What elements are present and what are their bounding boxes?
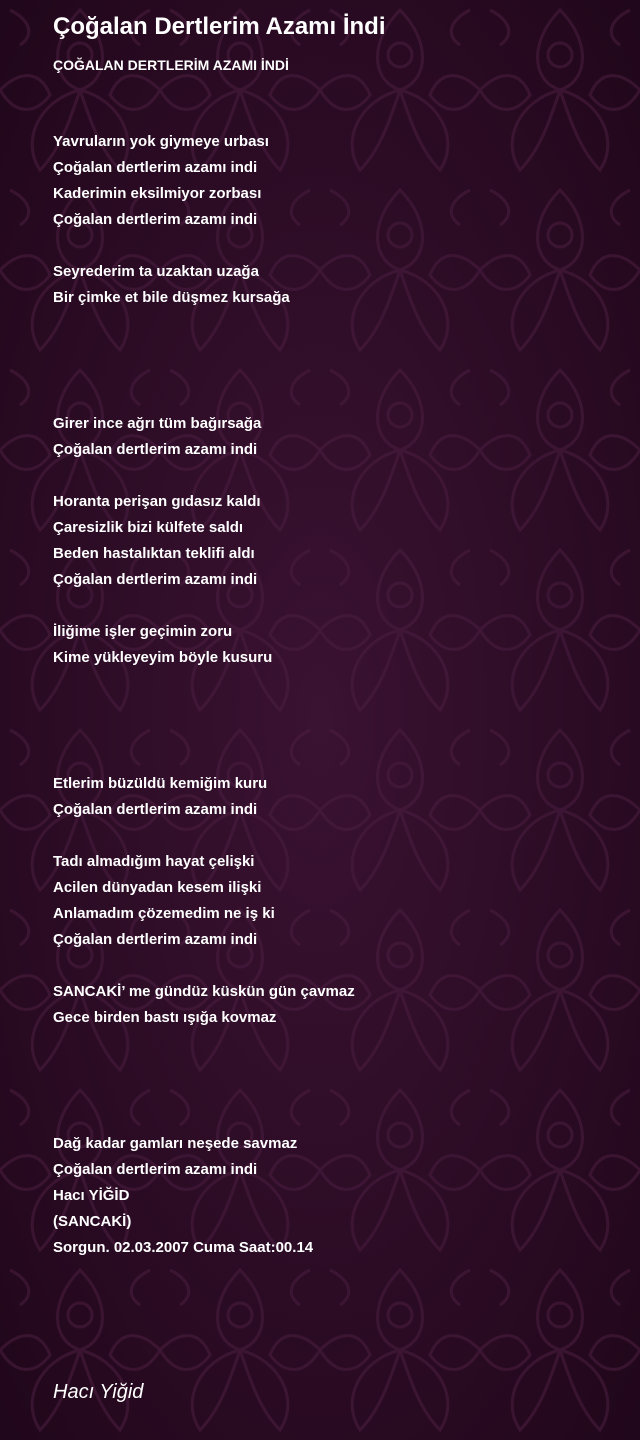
poem-line: Horanta perişan gıdasız kaldı <box>53 493 261 510</box>
stanza-8 <box>53 979 355 1031</box>
poem-line: SANCAKİ’ me gündüz küskün gün çavmaz <box>53 983 355 1000</box>
poem-author: Hacı Yiğid <box>53 1381 144 1403</box>
poem-line: Çoğalan dertlerim azamı indi <box>53 159 258 176</box>
poem-date: Sorgun. 02.03.2007 Cuma Saat:00.14 <box>53 1239 314 1256</box>
stanza-5 <box>53 619 272 671</box>
poem-line: Kime yükleyeyim böyle kusuru <box>53 649 273 666</box>
poem-line: Etlerim büzüldü kemiğim kuru <box>53 775 268 792</box>
poem-line: Bir çimke et bile düşmez kursağa <box>53 289 290 306</box>
stanza-4 <box>53 489 261 593</box>
poem-line: Seyrederim ta uzaktan uzağa <box>53 263 259 280</box>
poem-line: Acilen dünyadan kesem ilişki <box>53 879 262 896</box>
poem-line: Anlamadım çözemedim ne iş ki <box>53 905 275 922</box>
poem-title: Çoğalan Dertlerim Azamı İndi <box>53 13 386 40</box>
poem-line: Beden hastalıktan teklifi aldı <box>53 545 255 562</box>
poem-line: Çoğalan dertlerim azamı indi <box>53 211 258 228</box>
poem-line: Çoğalan dertlerim azamı indi <box>53 571 258 588</box>
stanza-3 <box>53 411 261 463</box>
poem-line: Çoğalan dertlerim azamı indi <box>53 1161 258 1178</box>
stanza-1 <box>53 129 269 233</box>
poem-signature: Hacı YİĞİD <box>53 1187 130 1204</box>
poem-line: Dağ kadar gamları neşede savmaz <box>53 1135 298 1152</box>
poem-line: Çoğalan dertlerim azamı indi <box>53 441 258 458</box>
poem-line: Çoğalan dertlerim azamı indi <box>53 931 258 948</box>
stanza-6 <box>53 771 267 823</box>
poem-pen-name: (SANCAKİ) <box>53 1213 132 1230</box>
poem-line: Gece birden bastı ışığa kovmaz <box>53 1009 277 1026</box>
poem-line: Çoğalan dertlerim azamı indi <box>53 801 258 818</box>
poem-line: Girer ince ağrı tüm bağırsağa <box>53 415 262 432</box>
stanza-7 <box>53 849 275 953</box>
stanza-2 <box>53 259 290 311</box>
poem-line: Kaderimin eksilmiyor zorbası <box>53 185 262 202</box>
poem-line: İliğime işler geçimin zoru <box>53 623 233 640</box>
poem-line: Çaresizlik bizi külfete saldı <box>53 519 244 536</box>
poem-line: Yavruların yok giymeye urbası <box>53 133 269 150</box>
poem-subtitle: ÇOĞALAN DERTLERİM AZAMI İNDİ <box>53 57 289 73</box>
stanza-9 <box>53 1131 313 1261</box>
poem-line: Tadı almadığım hayat çelişki <box>53 853 255 870</box>
